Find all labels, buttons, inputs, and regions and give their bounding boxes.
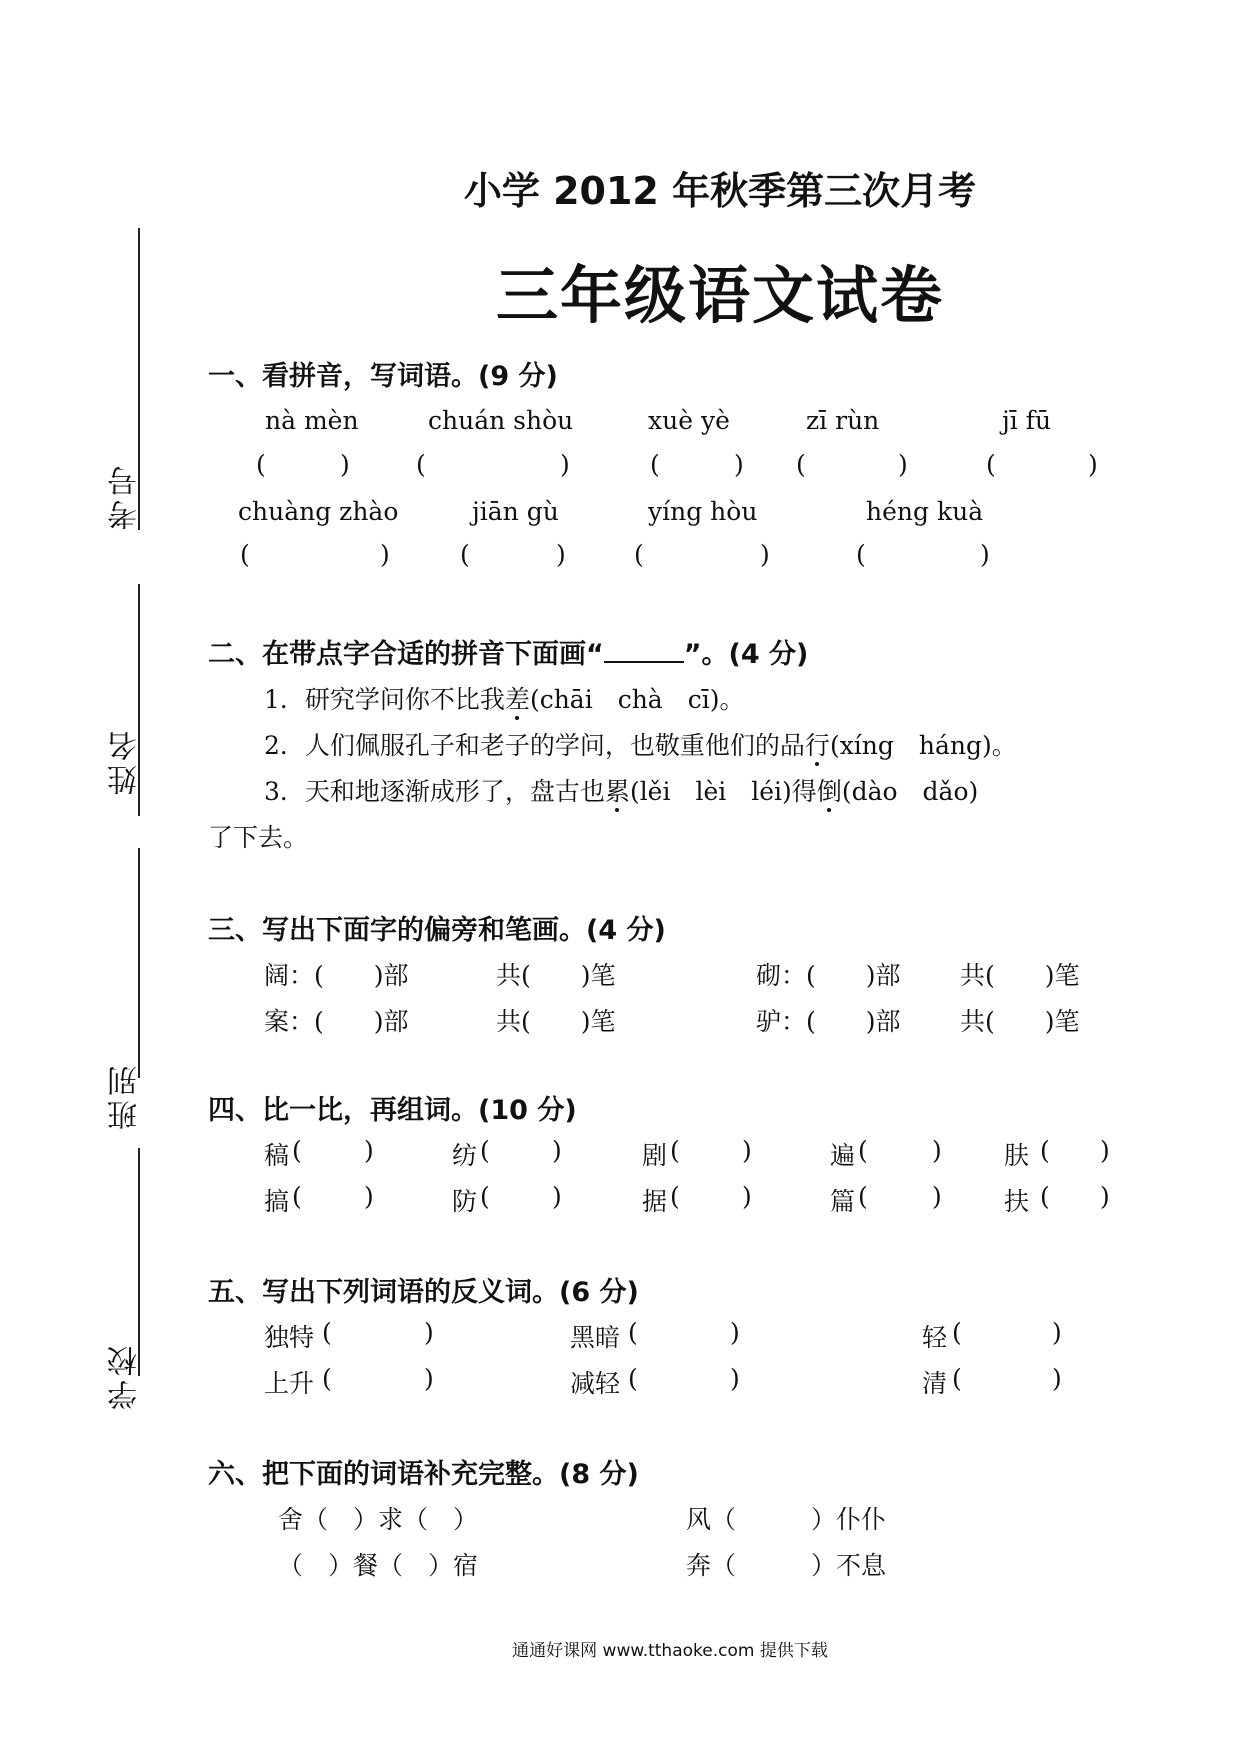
q2-2-text: 2．人们佩服孔子和老子的学问，也敬重他们的品 [264, 731, 805, 760]
section-3-heading: 三、写出下面字的偏旁和笔画。(4 分) [208, 915, 666, 946]
pinyin-1: nà mèn [265, 406, 359, 435]
answer-paren-open: ( [628, 1364, 638, 1393]
answer-paren-open: ( [634, 540, 644, 569]
idiom-3: （ ）餐（ ）宿 [278, 1551, 479, 1580]
q2-2-options: (xíng háng)。 [829, 731, 1017, 760]
strokes-4: 共( )笔 [960, 1007, 1080, 1036]
underline-sample [604, 639, 684, 663]
answer-paren-close: ) [364, 1182, 374, 1211]
answer-paren-close: ) [364, 1136, 374, 1165]
compare-char: 剧 [642, 1141, 668, 1170]
answer-paren-open: ( [628, 1318, 638, 1347]
q2-3-options-a: (lěi lèi léi)得 [629, 777, 817, 806]
q2-1-options: (chāi chà cī)。 [529, 685, 745, 714]
answer-paren-open: ( [1040, 1182, 1050, 1211]
answer-paren-close: ) [742, 1136, 752, 1165]
page-footer: 通通好课网 www.tthaoke.com 提供下载 [512, 1641, 828, 1661]
compare-char: 防 [452, 1187, 478, 1216]
section-5-heading: 五、写出下列词语的反义词。(6 分) [208, 1277, 639, 1308]
dotted-char: 行 [804, 731, 830, 760]
idiom-2: 风（ ）仆仆 [686, 1505, 887, 1534]
answer-paren-close: ) [734, 450, 744, 479]
dotted-char: 倒 [816, 777, 842, 806]
question-2-3-continued: 了下去。 [208, 823, 309, 852]
answer-paren-close: ) [760, 540, 770, 569]
antonym-word: 减轻 [570, 1369, 621, 1398]
label-class: 班别 [108, 1062, 143, 1130]
section-4-heading: 四、比一比，再组词。(10 分) [208, 1095, 577, 1126]
antonym-word: 上升 [264, 1369, 315, 1398]
answer-paren-close: ) [424, 1364, 434, 1393]
section-2-heading-end: ”。(4 分) [683, 639, 809, 670]
pinyin-5: jī fū [1002, 406, 1052, 435]
answer-paren-open: ( [670, 1136, 680, 1165]
pinyin-9: héng kuà [866, 497, 984, 526]
answer-paren-close: ) [1088, 450, 1098, 479]
strokes-3: 共( )笔 [496, 1007, 616, 1036]
compare-char: 肤 [1004, 1141, 1030, 1170]
answer-paren-open: ( [1040, 1136, 1050, 1165]
answer-paren-open: ( [292, 1182, 302, 1211]
idiom-1: 舍（ ）求（ ） [278, 1505, 479, 1534]
answer-paren-close: ) [1052, 1318, 1062, 1347]
compare-char: 纺 [452, 1141, 478, 1170]
answer-paren-open: ( [670, 1182, 680, 1211]
answer-paren-open: ( [858, 1136, 868, 1165]
compare-char: 遍 [830, 1141, 856, 1170]
radical-2: 砌：( )部 [756, 961, 901, 990]
answer-paren-close: ) [340, 450, 350, 479]
answer-paren-close: ) [730, 1364, 740, 1393]
section-1-heading: 一、看拼音，写词语。(9 分) [208, 361, 558, 392]
answer-paren-open: ( [256, 450, 266, 479]
q2-3-text: 3．天和地逐渐成形了，盘古也 [264, 777, 605, 806]
answer-paren-open: ( [952, 1318, 962, 1347]
answer-paren-open: ( [416, 450, 426, 479]
label-name: 姓名 [108, 727, 143, 795]
section-2-heading-start: 二、在带点字合适的拼音下面画“ [208, 639, 604, 670]
compare-char: 篇 [830, 1187, 856, 1216]
compare-char: 据 [642, 1187, 668, 1216]
dotted-char: 累 [604, 777, 630, 806]
answer-paren-close: ) [898, 450, 908, 479]
answer-paren-close: ) [424, 1318, 434, 1347]
q2-1-text: 1．研究学问你不比我 [264, 685, 505, 714]
idiom-4: 奔（ ）不息 [686, 1551, 887, 1580]
answer-paren-open: ( [460, 540, 470, 569]
pinyin-8: yíng hòu [648, 497, 758, 526]
antonym-word: 独特 [264, 1323, 315, 1352]
label-exam-number: 考号 [108, 462, 143, 530]
antonym-word: 轻 [922, 1323, 948, 1352]
answer-paren-open: ( [952, 1364, 962, 1393]
compare-char: 搞 [264, 1187, 290, 1216]
exam-subtitle: 小学 2012 年秋季第三次月考 [463, 169, 977, 213]
section-6-heading: 六、把下面的词语补充完整。(8 分) [208, 1459, 639, 1490]
answer-paren-close: ) [556, 540, 566, 569]
exam-title: 三年级语文试卷 [495, 259, 944, 332]
answer-paren-open: ( [480, 1182, 490, 1211]
answer-paren-close: ) [730, 1318, 740, 1347]
answer-paren-close: ) [980, 540, 990, 569]
answer-paren-open: ( [796, 450, 806, 479]
answer-paren-close: ) [552, 1136, 562, 1165]
answer-paren-close: ) [932, 1182, 942, 1211]
radical-3: 案：( )部 [264, 1007, 409, 1036]
question-2-2 [264, 726, 1017, 762]
answer-paren-open: ( [240, 540, 250, 569]
radical-1: 阔：( )部 [264, 961, 409, 990]
pinyin-3: xuè yè [648, 406, 730, 435]
compare-char: 稿 [264, 1141, 290, 1170]
answer-paren-open: ( [480, 1136, 490, 1165]
pinyin-7: jiān gù [472, 497, 559, 526]
answer-paren-close: ) [552, 1182, 562, 1211]
answer-paren-open: ( [292, 1136, 302, 1165]
answer-paren-close: ) [1100, 1136, 1110, 1165]
answer-paren-open: ( [986, 450, 996, 479]
answer-paren-open: ( [322, 1318, 332, 1347]
answer-paren-close: ) [742, 1182, 752, 1211]
compare-char: 扶 [1004, 1187, 1030, 1216]
answer-paren-open: ( [650, 450, 660, 479]
pinyin-6: chuàng zhào [238, 497, 399, 526]
dotted-char: 差 [504, 685, 530, 714]
answer-paren-open: ( [322, 1364, 332, 1393]
answer-paren-close: ) [1100, 1182, 1110, 1211]
answer-paren-close: ) [932, 1136, 942, 1165]
answer-paren-close: ) [380, 540, 390, 569]
q2-3-options-b: (dào dǎo) [841, 777, 979, 806]
label-school: 学校 [108, 1342, 143, 1410]
question-2-1 [264, 680, 744, 716]
answer-paren-close: ) [1052, 1364, 1062, 1393]
strokes-2: 共( )笔 [960, 961, 1080, 990]
radical-4: 驴：( )部 [756, 1007, 901, 1036]
antonym-word: 黑暗 [570, 1323, 621, 1352]
question-2-3 [264, 772, 978, 808]
antonym-word: 清 [922, 1369, 948, 1398]
answer-paren-open: ( [856, 540, 866, 569]
answer-paren-close: ) [560, 450, 570, 479]
strokes-1: 共( )笔 [496, 961, 616, 990]
pinyin-4: zī rùn [806, 406, 880, 435]
pinyin-2: chuán shòu [428, 406, 574, 435]
answer-paren-open: ( [858, 1182, 868, 1211]
section-2-heading [208, 632, 808, 671]
